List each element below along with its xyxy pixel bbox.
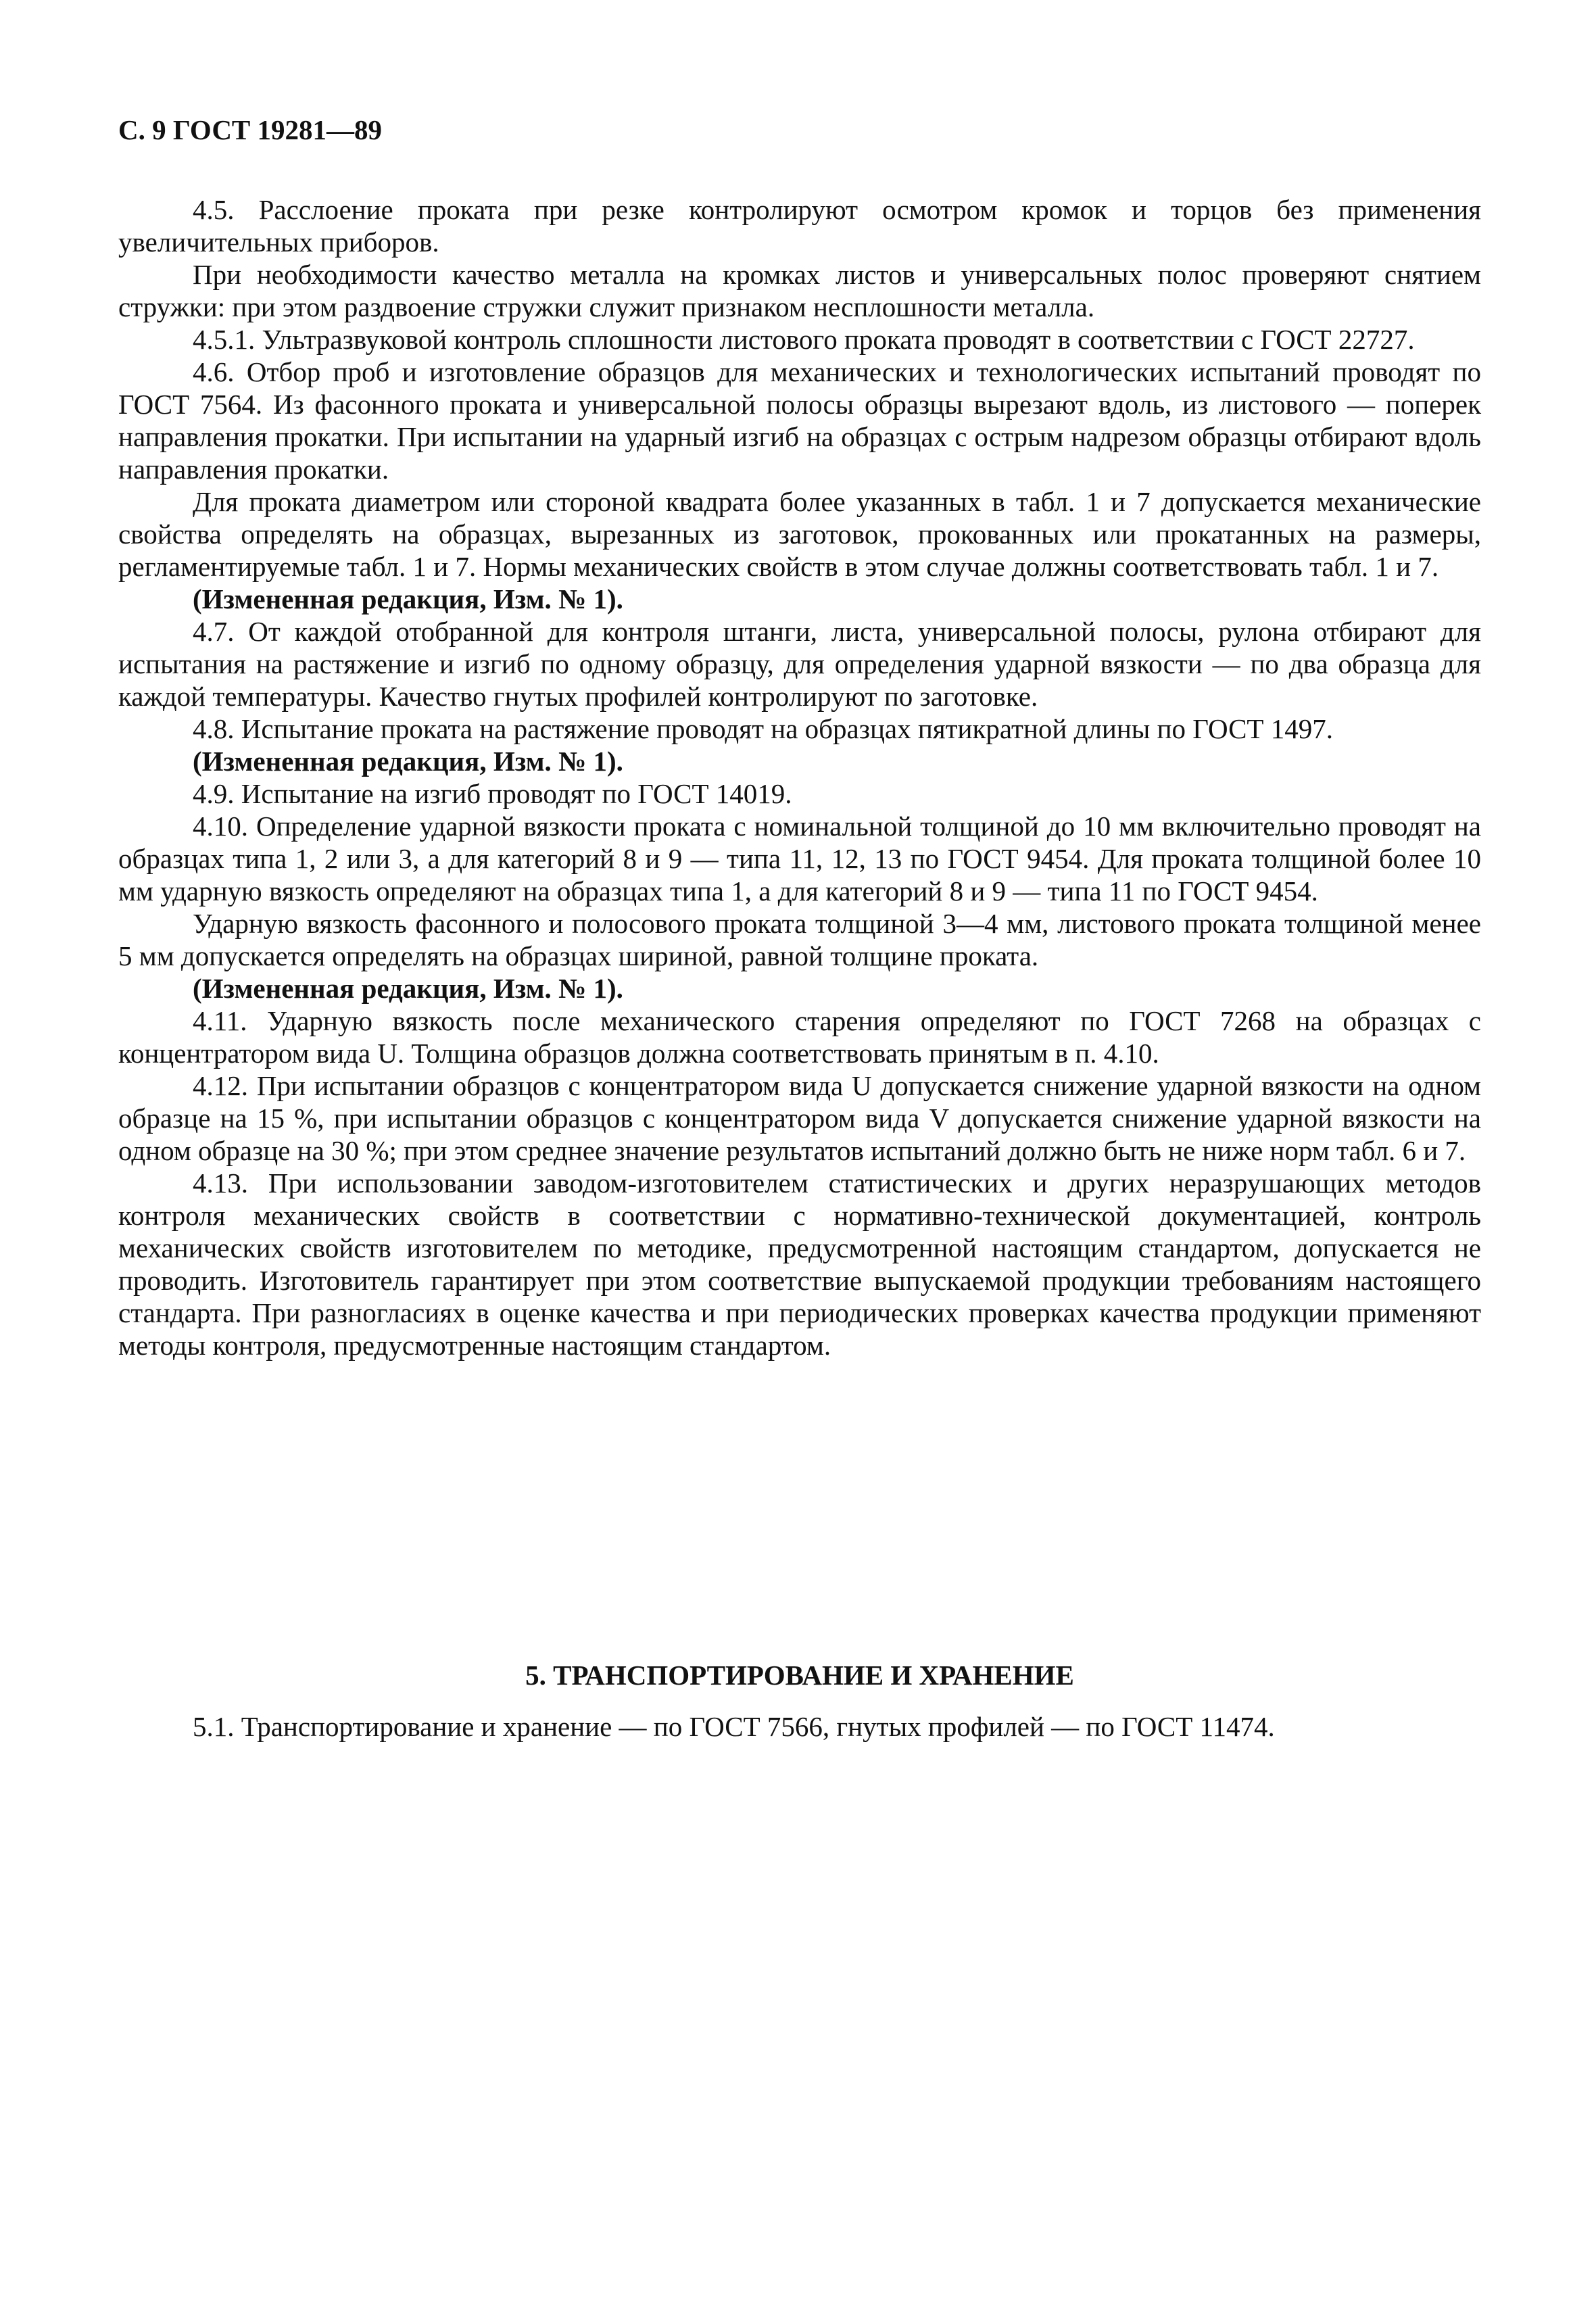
amendment-note: (Измененная редакция, Изм. № 1). [193,746,623,777]
section-5-heading: 5. ТРАНСПОРТИРОВАНИЕ И ХРАНЕНИЕ [525,1660,1074,1691]
paragraph-4-10: 4.10. Определение ударной вязкости проката с номинальной толщиной до 10 мм включительно проводят на образцах типа 1, 2 или 3, а для категорий 8 и 9 — типа 11, 12, 13 по ГОСТ 9454. Для проката толщиной более 10 мм ударную вязкость определяют на образцах типа 1, а для категорий 8 и 9 — типа 11 по ГОСТ 9454. [118,811,1481,907]
paragraph-4-5-1: 4.5.1. Ультразвуковой контроль сплошности листового проката проводят в соответствии с ГОСТ 22727. [193,324,1415,355]
page-header: С. 9 ГОСТ 19281—89 [118,114,383,145]
paragraph-4-8: 4.8. Испытание проката на растяжение проводят на образцах пятикратной длины по ГОСТ 1497. [193,713,1333,744]
paragraph-4-12: 4.12. При испытании образцов с концентратором вида U допускается снижение ударной вязкости на одном образце на 15 %, при испытании образцов с концентратором вида V допускается снижение ударной вязкости на одном образце на 30 %; при этом среднее значение результатов испытаний должно быть не ниже норм табл. 6 и 7. [118,1070,1481,1166]
paragraph-4-5-continued: При необходимости качество металла на кромках листов и универсальных полос проверяют снятием стружки: при этом раздвоение стружки служит признаком несплошности металла. [118,259,1481,322]
section-5-body [118,1710,1481,1743]
paragraph-4-6: 4.6. Отбор проб и изготовление образцов для механических и технологических испытаний проводят по ГОСТ 7564. Из фасонного проката и универсальной полосы образцы вырезают вдоль, из листового — поперек направления прокатки. При испытании на ударный изгиб на образцах с острым надрезом образцы отбирают вдоль направления прокатки. [118,356,1481,485]
paragraph-4-5: 4.5. Расслоение проката при резке контролируют осмотром кромок и торцов без применения увеличительных приборов. [118,194,1481,258]
paragraph-4-6-continued: Для проката диаметром или стороной квадрата более указанных в табл. 1 и 7 допускается механические свойства определять на образцах, вырезанных из заготовок, прокованных или прокатанных на размеры, регламентируемые табл. 1 и 7. Нормы механических свойств в этом случае должны соответствовать табл. 1 и 7. [118,486,1481,582]
paragraph-4-9: 4.9. Испытание на изгиб проводят по ГОСТ 14019. [193,778,792,809]
paragraph-4-10-continued: Ударную вязкость фасонного и полосового проката толщиной 3—4 мм, листового проката толщиной менее 5 мм допускается определять на образцах шириной, равной толщине проката. [118,908,1481,971]
paragraph-4-13: 4.13. При использовании заводом-изготовителем статистических и других неразрушающих методов контроля механических свойств в соответствии с нормативно-технической документацией, контроль механических свойств изготовителем по методике, предусмотренной настоящим стандартом, допускается не проводить. Изготовитель гарантирует при этом соответствие выпускаемой продукции требованиям настоящего стандарта. При разногласиях в оценке качества и при периодических проверках качества продукции применяют методы контроля, предусмотренные настоящим стандартом. [118,1167,1481,1361]
section-4-body [118,193,1481,1361]
paragraph-5-1: 5.1. Транспортирование и хранение — по ГОСТ 7566, гнутых профилей — по ГОСТ 11474. [193,1711,1275,1742]
amendment-note: (Измененная редакция, Изм. № 1). [193,583,623,614]
paragraph-4-11: 4.11. Ударную вязкость после механического старения определяют по ГОСТ 7268 на образцах с концентратором вида U. Толщина образцов должна соответствовать принятым в п. 4.10. [118,1005,1481,1069]
amendment-note: (Измененная редакция, Изм. № 1). [193,973,623,1004]
paragraph-4-7: 4.7. От каждой отобранной для контроля штанги, листа, универсальной полосы, рулона отбирают для испытания на растяжение и изгиб по одному образцу, для определения ударной вязкости — по два образца для каждой температуры. Качество гнутых профилей контролируют по заготовке. [118,616,1481,712]
